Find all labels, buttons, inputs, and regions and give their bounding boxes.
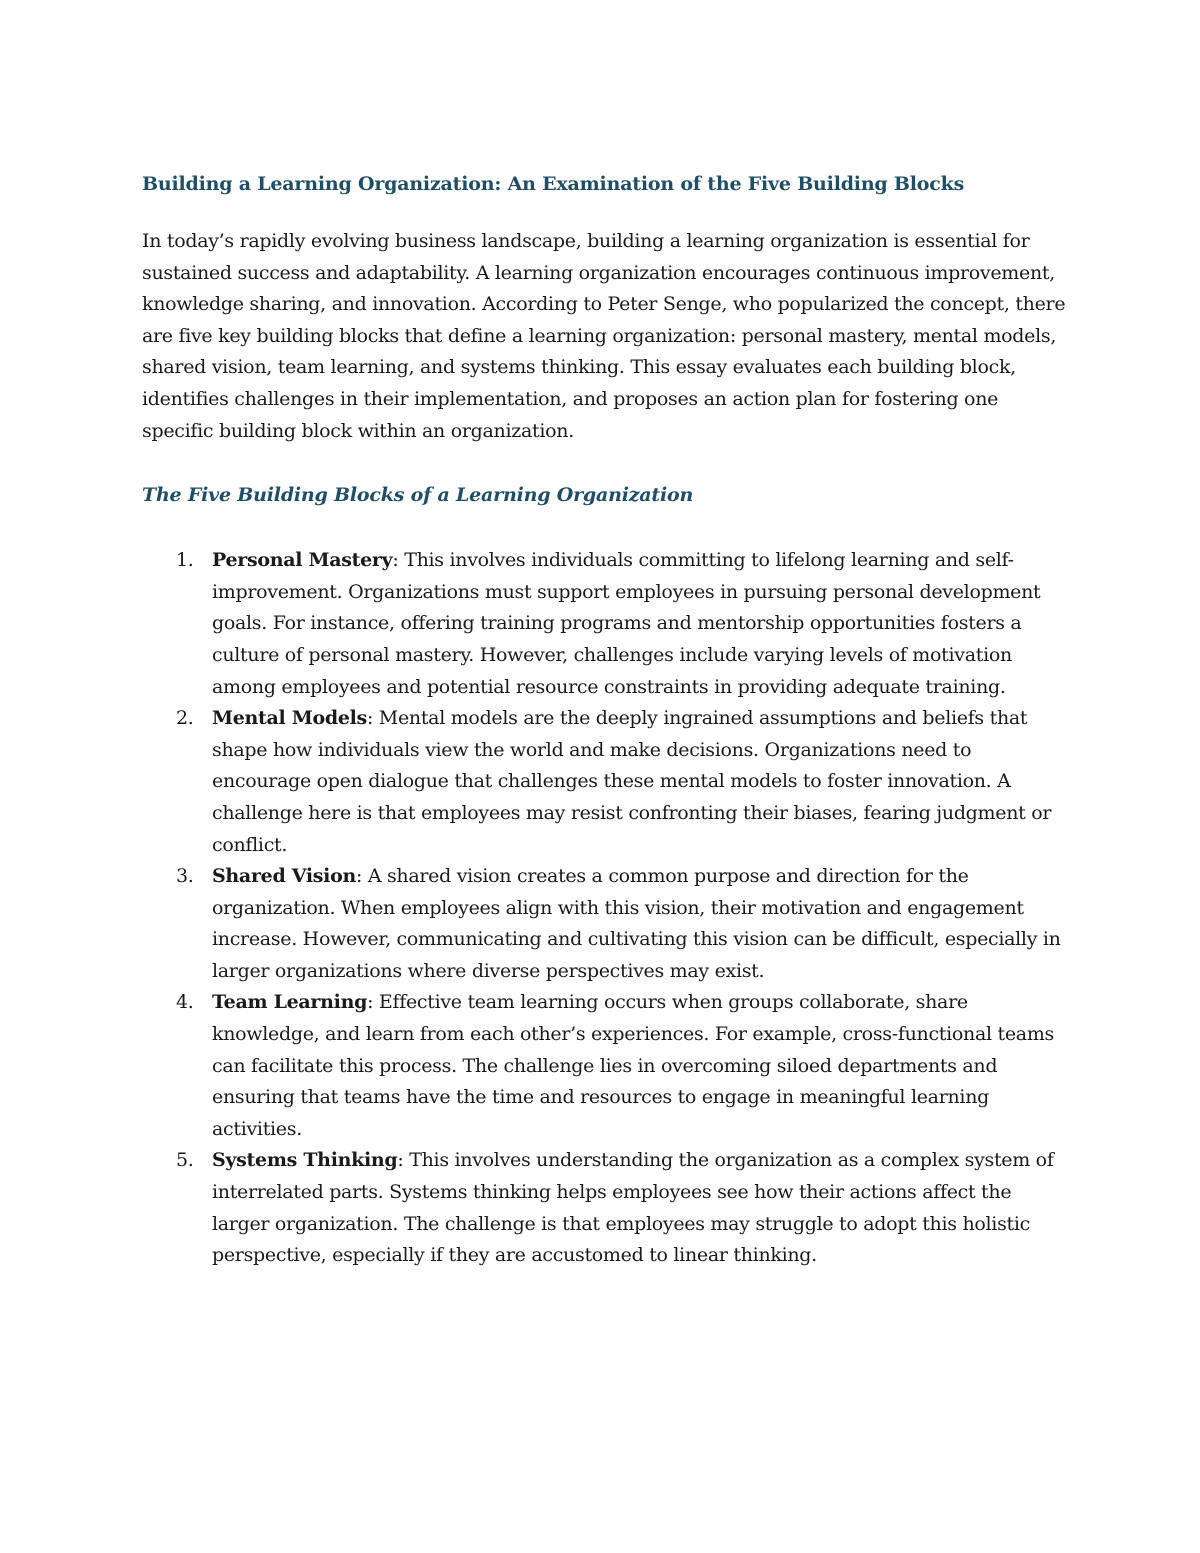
- list-item-text: : Mental models are the deeply ingrained assumptions and beliefs that shape how individuals view the world and make decisions. Organizations need to encourage open dialogue that challenges these mental models to foster innovation. A challenge here is that employees may resist confronting their biases, fearing judgment or conflict.: [212, 707, 1052, 856]
- list-item-term: Mental Models: [212, 707, 367, 730]
- list-item-team-learning: [142, 987, 1067, 1145]
- document-title: Building a Learning Organization: An Examination of the Five Building Blocks: [142, 173, 965, 195]
- list-item-mental-models: [142, 703, 1067, 861]
- list-item-term: Systems Thinking: [212, 1149, 398, 1172]
- intro-paragraph: In today’s rapidly evolving business landscape, building a learning organization is essential for sustained success and adaptability. A learning organization encourages continuous improvement, knowledge sharing, and innovation. According to Peter Senge, who popularized the concept, there are five key building blocks that define a learning organization: personal mastery, mental models, shared vision, team learning, and systems thinking. This essay evaluates each building block, identifies challenges in their implementation, and proposes an action plan for fostering one specific building block within an organization.: [142, 230, 1066, 442]
- list-item-number: 5.: [176, 1149, 194, 1172]
- list-item-number: 1.: [176, 549, 194, 572]
- list-item-term: Team Learning: [212, 991, 368, 1014]
- list-item-number: 3.: [176, 865, 194, 888]
- document-page: [142, 168, 1067, 1272]
- list-item-text: : This involves understanding the organization as a complex system of interrelated parts. Systems thinking helps employees see how their actions affect the larger organization. The challenge is that employees may struggle to adopt this holistic perspective, especially if they are accustomed to linear thinking.: [212, 1149, 1054, 1267]
- list-item-shared-vision: [142, 861, 1067, 987]
- building-blocks-list: [142, 545, 1067, 1272]
- list-item-term: Shared Vision: [212, 865, 356, 888]
- list-item-text: : Effective team learning occurs when groups collaborate, share knowledge, and learn from each other’s experiences. For example, cross-functional teams can facilitate this process. The challenge lies in overcoming siloed departments and ensuring that teams have the time and resources to engage in meaningful learning activities.: [212, 991, 1054, 1140]
- list-item-number: 2.: [176, 707, 194, 730]
- list-item-personal-mastery: [142, 545, 1067, 703]
- list-item-text: : A shared vision creates a common purpose and direction for the organization. When employees align with this vision, their motivation and engagement increase. However, communicating and cultivating this vision can be difficult, especially in larger organizations where diverse perspectives may exist.: [212, 865, 1061, 982]
- list-item-term: Personal Mastery: [212, 549, 393, 572]
- list-item-number: 4.: [176, 991, 194, 1014]
- section-heading: The Five Building Blocks of a Learning Organization: [142, 484, 694, 507]
- list-item-systems-thinking: [142, 1145, 1067, 1271]
- list-item-text: : This involves individuals committing to lifelong learning and self-improvement. Organizations must support employees in pursuing personal development goals. For instance, offering training programs and mentorship opportunities fosters a culture of personal mastery. However, challenges include varying levels of motivation among employees and potential resource constraints in providing adequate training.: [212, 549, 1041, 698]
